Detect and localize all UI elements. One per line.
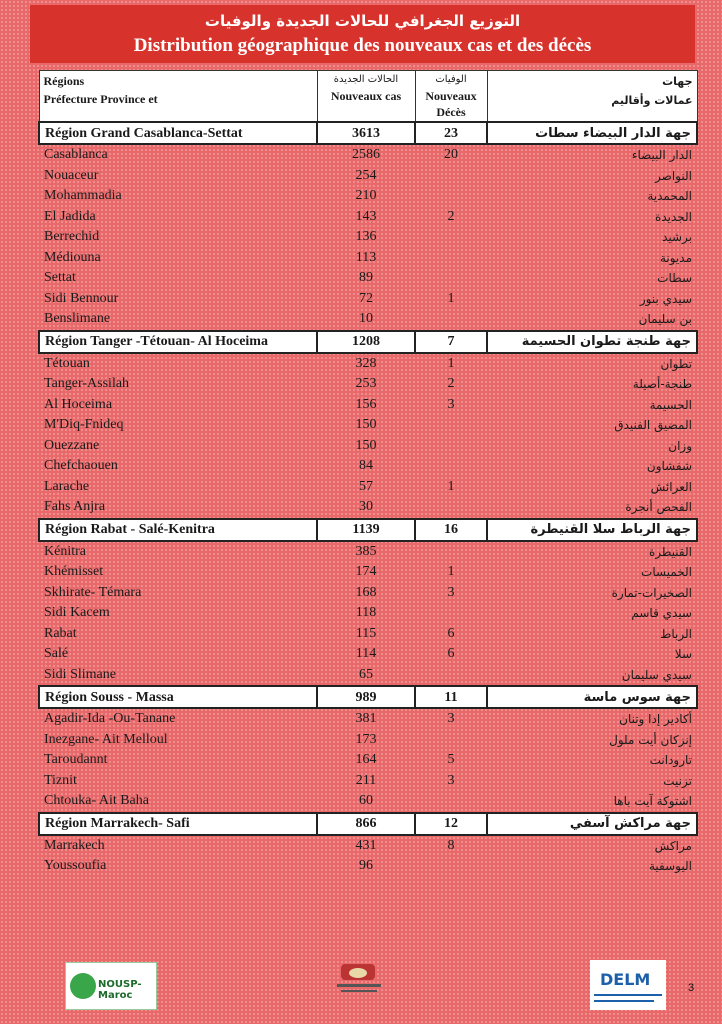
prefecture-new-deaths: 8 <box>447 837 455 853</box>
header-new-cases-ar: الحالات الجديدة <box>333 74 399 85</box>
prefecture-name-fr: Médiouna <box>44 249 101 265</box>
table-row <box>39 207 697 228</box>
table-row <box>39 436 697 457</box>
table-row <box>39 227 697 248</box>
table-row <box>39 477 697 498</box>
prefecture-name-ar: الجديدة <box>655 209 692 224</box>
prefecture-new-cases: 114 <box>355 646 377 662</box>
prefecture-new-deaths: 3 <box>447 711 455 727</box>
prefecture-new-cases: 30 <box>359 499 373 515</box>
table-row <box>39 289 697 310</box>
prefecture-name-fr: Khémisset <box>44 564 104 580</box>
prefecture-name-ar: الفحص أنجرة <box>625 500 692 515</box>
prefecture-name-fr: Settat <box>44 270 76 286</box>
delm-logo-text: DELM <box>600 970 651 989</box>
table-row <box>39 708 697 730</box>
table-row <box>39 791 697 813</box>
prefecture-new-deaths <box>415 665 487 687</box>
prefecture-new-cases: 143 <box>355 208 377 224</box>
prefecture-name-fr: Youssoufia <box>44 858 107 874</box>
prefecture-new-deaths: 1 <box>447 290 455 306</box>
region-name-ar: جهة سوس ماسة <box>487 686 697 708</box>
table-row <box>39 268 697 289</box>
region-name-ar: جهة مراكش آسفي <box>487 813 697 835</box>
footer <box>0 960 722 1020</box>
delm-logo-line <box>594 994 662 996</box>
region-name-ar: جهة الدار البيضاء سطات <box>487 122 697 144</box>
title-banner <box>30 5 695 63</box>
prefecture-new-cases: 115 <box>355 625 377 641</box>
prefecture-new-deaths: 2 <box>447 376 455 392</box>
region-name-fr: Région Marrakech- Safi <box>39 813 317 835</box>
table-row <box>39 583 697 604</box>
prefecture-new-deaths <box>415 248 487 269</box>
table-row <box>39 665 697 687</box>
table-row <box>39 856 697 877</box>
prefecture-new-cases: 210 <box>355 188 377 204</box>
prefecture-new-cases: 150 <box>355 437 377 453</box>
prefecture-new-cases: 89 <box>359 270 373 286</box>
header-new-cases-fr: Nouveaux cas <box>330 89 402 103</box>
header-regions-label: Régions <box>43 74 85 88</box>
prefecture-new-cases: 136 <box>355 229 377 245</box>
emblem-center-icon <box>349 968 367 978</box>
table-row <box>39 835 697 857</box>
prefecture-name-fr: Taroudannt <box>44 752 108 768</box>
prefecture-new-deaths <box>415 227 487 248</box>
prefecture-new-cases: 57 <box>359 478 373 494</box>
prefecture-name-fr: Rabat <box>44 625 77 641</box>
prefecture-name-fr: Kénitra <box>44 543 86 559</box>
region-new-deaths: 23 <box>415 122 487 144</box>
prefecture-new-deaths: 5 <box>447 752 455 768</box>
nousp-logo-mark-icon <box>70 973 96 999</box>
prefecture-name-ar: وزان <box>668 438 692 453</box>
region-new-cases: 866 <box>317 813 415 835</box>
prefecture-new-cases: 84 <box>359 458 373 474</box>
prefecture-new-cases: 150 <box>355 417 377 433</box>
prefecture-name-ar: الحسيمة <box>649 397 692 412</box>
prefecture-name-ar: تطوان <box>660 356 692 371</box>
region-name-ar: جهة الرباط سلا القنيطرة <box>487 519 697 541</box>
distribution-table <box>38 70 698 877</box>
region-row <box>39 519 697 541</box>
prefecture-new-deaths <box>415 415 487 436</box>
prefecture-new-cases: 2586 <box>352 147 380 163</box>
prefecture-new-deaths <box>415 856 487 877</box>
prefecture-name-ar: اليوسفية <box>649 859 692 874</box>
header-deaths-fr: Nouveaux Décès <box>425 89 477 119</box>
ministry-emblem <box>335 962 385 1002</box>
title-french: Distribution géographique des nouveaux cas et des décès <box>133 35 592 56</box>
prefecture-new-cases: 72 <box>359 290 373 306</box>
prefecture-new-deaths: 20 <box>444 147 458 163</box>
prefecture-name-fr: Tiznit <box>44 772 77 788</box>
region-new-deaths: 12 <box>415 813 487 835</box>
prefecture-name-fr: Inezgane- Ait Melloul <box>44 731 168 747</box>
header-deaths-ar: الوفيات <box>435 74 467 85</box>
prefecture-new-deaths <box>415 730 487 751</box>
delm-logo <box>590 960 666 1010</box>
prefecture-name-ar: اشتوكة آيت باها <box>613 794 692 809</box>
prefecture-new-deaths: 2 <box>447 208 455 224</box>
prefecture-new-cases: 168 <box>355 584 377 600</box>
prefecture-new-deaths: 1 <box>447 564 455 580</box>
prefecture-new-cases: 254 <box>355 167 377 183</box>
prefecture-name-fr: Casablanca <box>44 147 108 163</box>
header-prefecture-ar-label: عمالات وأقاليم <box>611 94 693 107</box>
region-row <box>39 331 697 353</box>
prefecture-name-ar: برشيد <box>662 230 692 245</box>
delm-logo-line <box>594 1000 654 1002</box>
table-row <box>39 541 697 563</box>
emblem-line <box>337 984 381 987</box>
prefecture-name-fr: Tanger-Assilah <box>44 376 130 392</box>
prefecture-name-ar: المضيق الفنيدق <box>614 418 692 433</box>
table-row <box>39 644 697 665</box>
region-name-fr: Région Grand Casablanca-Settat <box>39 122 317 144</box>
prefecture-name-ar: الدار البيضاء <box>631 148 692 163</box>
prefecture-new-cases: 328 <box>355 355 377 371</box>
prefecture-name-ar: إنزكان أيت ملول <box>609 732 692 747</box>
prefecture-name-fr: Tétouan <box>44 355 90 371</box>
prefecture-new-cases: 431 <box>355 837 377 853</box>
prefecture-name-ar: سيدي بنور <box>639 291 692 306</box>
header-deaths <box>415 71 487 123</box>
prefecture-name-ar: بن سليمان <box>638 312 692 327</box>
prefecture-name-fr: Skhirate- Témara <box>44 584 142 600</box>
table-row <box>39 624 697 645</box>
prefecture-new-cases: 385 <box>355 543 377 559</box>
prefecture-name-fr: Chefchaouen <box>44 458 118 474</box>
table-row <box>39 395 697 416</box>
prefecture-new-deaths <box>415 309 487 331</box>
region-row <box>39 122 697 144</box>
prefecture-name-fr: Agadir-Ida -Ou-Tanane <box>44 711 176 727</box>
region-new-deaths: 11 <box>415 686 487 708</box>
prefecture-new-cases: 10 <box>359 311 373 327</box>
prefecture-new-deaths <box>415 791 487 813</box>
prefecture-new-cases: 113 <box>355 249 377 265</box>
prefecture-name-ar: النواصر <box>655 168 692 183</box>
table-header <box>39 71 697 123</box>
region-name-fr: Région Rabat - Salé-Kenitra <box>39 519 317 541</box>
region-new-deaths: 7 <box>415 331 487 353</box>
table-row <box>39 771 697 792</box>
region-new-deaths: 16 <box>415 519 487 541</box>
prefecture-new-deaths: 6 <box>447 625 455 641</box>
region-name-ar: جهة طنجة تطوان الحسيمة <box>487 331 697 353</box>
prefecture-name-ar: العرائش <box>650 479 692 494</box>
prefecture-name-ar: مديونة <box>659 250 692 265</box>
prefecture-name-ar: سيدي سليمان <box>621 667 692 682</box>
header-new-cases <box>317 71 415 123</box>
table-row <box>39 562 697 583</box>
prefecture-new-cases: 156 <box>355 396 377 412</box>
prefecture-name-fr: Salé <box>44 646 69 662</box>
prefecture-new-deaths <box>415 456 487 477</box>
table-row <box>39 603 697 624</box>
table-row <box>39 166 697 187</box>
prefecture-name-fr: Marrakech <box>44 837 105 853</box>
prefecture-new-cases: 60 <box>359 793 373 809</box>
prefecture-name-fr: El Jadida <box>44 208 96 224</box>
prefecture-name-fr: Fahs Anjra <box>44 499 106 515</box>
prefecture-name-fr: Chtouka- Ait Baha <box>44 793 149 809</box>
prefecture-name-ar: المحمدية <box>647 189 692 204</box>
table-body <box>39 122 697 877</box>
table-row <box>39 186 697 207</box>
region-new-cases: 3613 <box>317 122 415 144</box>
header-regions-ar <box>487 71 697 123</box>
prefecture-name-fr: Nouaceur <box>44 167 99 183</box>
header-regions-fr <box>39 71 317 123</box>
prefecture-new-deaths <box>415 186 487 207</box>
prefecture-name-fr: Larache <box>44 478 90 494</box>
prefecture-name-ar: تزنيت <box>663 773 692 788</box>
prefecture-name-ar: أكادير إدا وتنان <box>619 712 692 727</box>
prefecture-new-cases: 253 <box>355 376 377 392</box>
table-row <box>39 730 697 751</box>
region-new-cases: 1139 <box>317 519 415 541</box>
prefecture-new-deaths <box>415 541 487 563</box>
table-row <box>39 144 697 166</box>
prefecture-new-cases: 173 <box>355 731 377 747</box>
region-new-cases: 989 <box>317 686 415 708</box>
prefecture-new-cases: 164 <box>355 752 377 768</box>
prefecture-new-deaths <box>415 166 487 187</box>
prefecture-name-fr: Berrechid <box>44 229 100 245</box>
prefecture-name-ar: الصخيرات-تمارة <box>611 585 692 600</box>
prefecture-name-ar: الخميسات <box>641 565 692 580</box>
table-row <box>39 415 697 436</box>
region-row <box>39 813 697 835</box>
region-row <box>39 686 697 708</box>
header-regions-ar-label: جهات <box>662 75 693 88</box>
prefecture-new-cases: 211 <box>355 772 377 788</box>
prefecture-name-ar: طنجة-أصيلة <box>632 377 692 392</box>
prefecture-name-ar: تارودانت <box>649 753 692 768</box>
prefecture-new-cases: 118 <box>355 605 377 621</box>
region-name-fr: Région Tanger -Tétouan- Al Hoceima <box>39 331 317 353</box>
prefecture-new-deaths <box>415 497 487 519</box>
title-arabic: التوزيع الجغرافي للحالات الجديدة والوفيات <box>204 12 521 30</box>
prefecture-name-fr: Ouezzane <box>44 437 100 453</box>
nousp-logo <box>65 962 157 1010</box>
table-row <box>39 374 697 395</box>
prefecture-new-cases: 381 <box>355 711 377 727</box>
prefecture-new-cases: 174 <box>355 564 377 580</box>
prefecture-new-cases: 65 <box>359 666 373 682</box>
prefecture-name-ar: مراكش <box>654 838 692 853</box>
prefecture-new-deaths: 3 <box>447 584 455 600</box>
prefecture-name-fr: Mohammadia <box>44 188 122 204</box>
prefecture-new-deaths: 1 <box>447 355 455 371</box>
prefecture-name-fr: Benslimane <box>44 311 111 327</box>
prefecture-new-deaths <box>415 268 487 289</box>
table-row <box>39 456 697 477</box>
prefecture-name-fr: Sidi Kacem <box>44 605 110 621</box>
table-row <box>39 750 697 771</box>
table-row <box>39 353 697 375</box>
region-name-fr: Région Souss - Massa <box>39 686 317 708</box>
prefecture-name-ar: سطات <box>657 271 692 286</box>
page-number: 3 <box>688 982 695 994</box>
prefecture-new-deaths <box>415 436 487 457</box>
prefecture-name-fr: Sidi Bennour <box>44 290 119 306</box>
table-row <box>39 497 697 519</box>
prefecture-name-fr: Al Hoceima <box>44 396 113 412</box>
prefecture-new-cases: 96 <box>359 858 373 874</box>
prefecture-new-deaths: 3 <box>447 772 455 788</box>
table-row <box>39 248 697 269</box>
prefecture-name-ar: الرباط <box>660 626 692 641</box>
nousp-logo-text: NOUSP-Maroc <box>98 979 142 1001</box>
table-row <box>39 309 697 331</box>
region-new-cases: 1208 <box>317 331 415 353</box>
prefecture-name-ar: شفشاون <box>646 459 692 474</box>
prefecture-name-ar: سيدي قاسم <box>631 606 692 621</box>
prefecture-new-deaths <box>415 603 487 624</box>
prefecture-new-deaths: 3 <box>447 396 455 412</box>
prefecture-new-deaths: 6 <box>447 646 455 662</box>
prefecture-name-fr: M'Diq-Fnideq <box>44 417 124 433</box>
prefecture-name-fr: Sidi Slimane <box>44 666 116 682</box>
prefecture-name-ar: سلا <box>674 647 692 662</box>
header-prefecture-label: Préfecture Province et <box>43 92 158 106</box>
emblem-line <box>341 990 377 992</box>
prefecture-new-deaths: 1 <box>447 478 455 494</box>
prefecture-name-ar: القنيطرة <box>648 544 692 559</box>
